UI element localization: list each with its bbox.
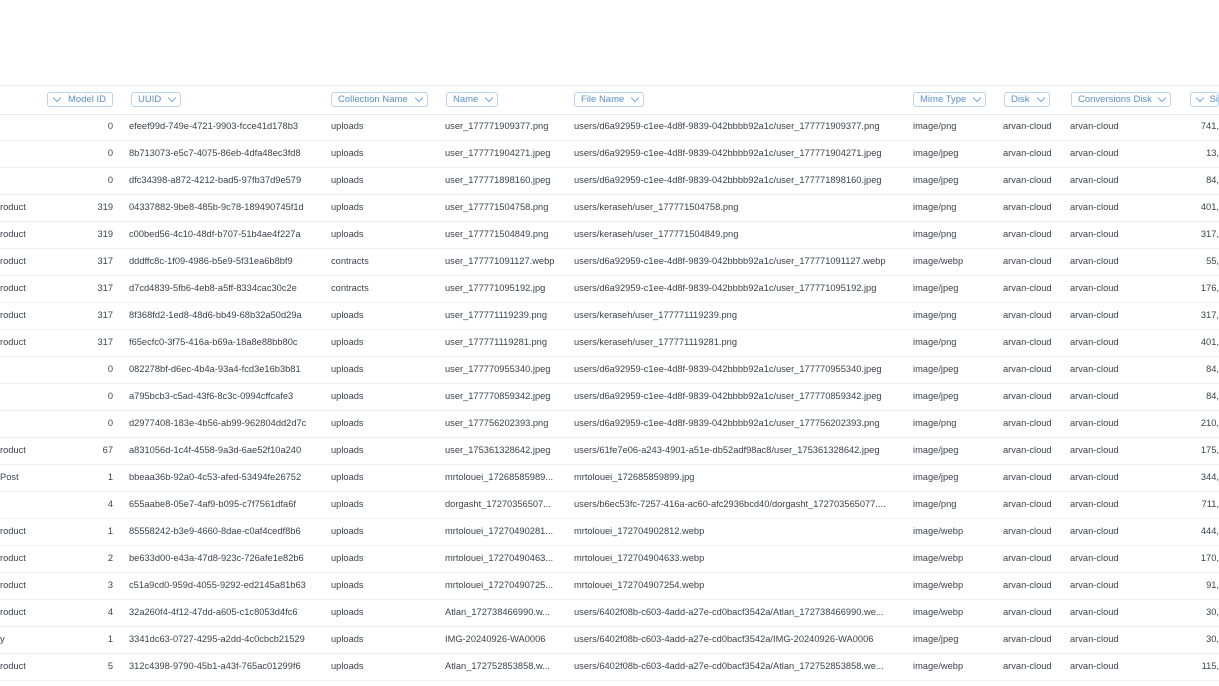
collection-cell: uploads: [331, 202, 364, 212]
table-row[interactable]: [0, 653, 1219, 681]
table-row[interactable]: [0, 167, 1219, 195]
column-header-conversions-disk[interactable]: [1071, 92, 1171, 107]
column-header-collection-name[interactable]: [331, 92, 428, 107]
table-row[interactable]: [0, 302, 1219, 330]
name-cell: mrtolouei_17270490463...: [445, 553, 554, 563]
column-header-file-name[interactable]: [574, 92, 644, 107]
table-row[interactable]: [0, 626, 1219, 654]
file-name-cell: users/keraseh/user_177771504849.png: [574, 229, 739, 239]
uuid-cell: a831056d-1c4f-4558-9a3d-6ae52f10a240: [129, 445, 302, 455]
name-cell: user_177771898160.jpeg: [445, 175, 551, 185]
name-cell: dorgasht_17270356507...: [445, 499, 551, 509]
collection-cell: uploads: [331, 634, 364, 644]
table-row[interactable]: [0, 410, 1219, 438]
name-cell: user_177771119281.png: [445, 337, 548, 347]
uuid-cell: 312c4398-9790-45b1-a43f-765ac01299f6: [129, 661, 301, 671]
name-cell: user_175361328642.jpeg: [445, 445, 551, 455]
disk-cell: arvan-cloud: [1003, 526, 1052, 536]
file-name-cell: users/6402f08b-c603-4add-a27e-cd0bacf3542a/IMG-20240926-WA0006: [574, 634, 874, 644]
name-cell: user_177771504849.png: [445, 229, 549, 239]
column-label: Collection Name: [338, 94, 408, 105]
column-label: Conversions Disk: [1078, 94, 1152, 105]
column-label: Mime Type: [920, 94, 967, 105]
name-cell: user_177756202393.png: [445, 418, 549, 428]
model-id-cell: 3: [107, 580, 113, 590]
table-row[interactable]: [0, 329, 1219, 357]
size-cell: 13,: [1206, 148, 1219, 158]
table-row[interactable]: [0, 545, 1219, 573]
mime-type-cell: image/png: [913, 310, 957, 320]
conversions-disk-cell: arvan-cloud: [1070, 526, 1119, 536]
column-label: Model ID: [67, 94, 106, 105]
file-name-cell: users/d6a92959-c1ee-4d8f-9839-042bbbb92a1c/user_177771909377.png: [574, 121, 880, 131]
conversions-disk-cell: arvan-cloud: [1070, 256, 1119, 266]
disk-cell: arvan-cloud: [1003, 391, 1052, 401]
collection-cell: uploads: [331, 553, 364, 563]
model-type-cell: roduct: [0, 229, 26, 239]
model-id-cell: 0: [107, 418, 113, 428]
disk-cell: arvan-cloud: [1003, 364, 1052, 374]
disk-cell: arvan-cloud: [1003, 661, 1052, 671]
uuid-cell: 3341dc63-0727-4295-a2dd-4c0cbcb21529: [129, 634, 305, 644]
collection-cell: uploads: [331, 148, 364, 158]
column-label: File Name: [581, 94, 625, 105]
collection-cell: uploads: [331, 229, 364, 239]
collection-cell: uploads: [331, 121, 364, 131]
model-id-cell: 2: [107, 553, 113, 563]
mime-type-cell: image/png: [913, 121, 957, 131]
table-row[interactable]: [0, 275, 1219, 303]
conversions-disk-cell: arvan-cloud: [1070, 121, 1119, 131]
uuid-cell: d2977408-183e-4b56-ab99-962804dd2d7c: [129, 418, 307, 428]
conversions-disk-cell: arvan-cloud: [1070, 229, 1119, 239]
name-cell: user_177770859342.jpeg: [445, 391, 551, 401]
size-cell: 84,: [1206, 364, 1219, 374]
size-cell: 317,: [1200, 229, 1219, 239]
model-id-cell: 0: [107, 121, 113, 131]
top-toolbar-area: [0, 0, 1219, 85]
mime-type-cell: image/jpeg: [913, 364, 959, 374]
chevron-down-icon: [973, 94, 981, 102]
table-header: [0, 85, 1219, 115]
name-cell: mrtolouei_17270490281...: [445, 526, 554, 536]
size-cell: 30,: [1206, 607, 1219, 617]
mime-type-cell: image/webp: [913, 607, 964, 617]
column-label: UUID: [138, 94, 162, 105]
name-cell: user_177771904271.jpeg: [445, 148, 551, 158]
table-row[interactable]: [0, 599, 1219, 627]
uuid-cell: 082278bf-d6ec-4b4a-93a4-fcd3e16b3b81: [129, 364, 301, 374]
name-cell: Atlan_172738466990.w...: [445, 607, 550, 617]
file-name-cell: users/6402f08b-c603-4add-a27e-cd0bacf3542a/Atlan_172738466990.we...: [574, 607, 884, 617]
table-row[interactable]: [0, 140, 1219, 168]
table-row[interactable]: [0, 194, 1219, 222]
model-type-cell: Post: [0, 472, 19, 482]
table-row[interactable]: [0, 221, 1219, 249]
chevron-down-icon: [168, 94, 176, 102]
disk-cell: arvan-cloud: [1003, 634, 1052, 644]
file-name-cell: users/61fe7e06-a243-4901-a51e-db52adf98ac8/user_175361328642.jpeg: [574, 445, 880, 455]
chevron-down-icon: [415, 94, 423, 102]
mime-type-cell: image/webp: [913, 256, 964, 266]
file-name-cell: users/d6a92959-c1ee-4d8f-9839-042bbbb92a1c/user_177770955340.jpeg: [574, 364, 882, 374]
model-id-cell: 5: [107, 661, 113, 671]
file-name-cell: users/d6a92959-c1ee-4d8f-9839-042bbbb92a1c/user_177771091127.webp: [574, 256, 886, 266]
uuid-cell: 8f368fd2-1ed8-48d6-bb49-68b32a50d29a: [129, 310, 302, 320]
column-label: Name: [453, 94, 479, 105]
conversions-disk-cell: arvan-cloud: [1070, 148, 1119, 158]
file-name-cell: mrtolouei_172704907254.webp: [574, 580, 705, 590]
size-cell: 317,: [1200, 310, 1219, 320]
disk-cell: arvan-cloud: [1003, 202, 1052, 212]
model-type-cell: roduct: [0, 283, 26, 293]
model-type-cell: [0, 167, 40, 194]
uuid-cell: be633d00-e43a-47d8-923c-726afe1e82b6: [129, 553, 304, 563]
uuid-cell: a795bcb3-c5ad-43f6-8c3c-0994cffcafe3: [129, 391, 294, 401]
collection-cell: uploads: [331, 580, 364, 590]
conversions-disk-cell: arvan-cloud: [1070, 553, 1119, 563]
disk-cell: arvan-cloud: [1003, 337, 1052, 347]
conversions-disk-cell: arvan-cloud: [1070, 175, 1119, 185]
model-type-cell: [0, 491, 40, 518]
file-name-cell: users/6402f08b-c603-4add-a27e-cd0bacf3542a/Atlan_172752853858.we...: [574, 661, 884, 671]
model-id-cell: 1: [107, 526, 113, 536]
uuid-cell: 8b713073-e5c7-4075-86eb-4dfa48ec3fd8: [129, 148, 301, 158]
column-label: Si: [1209, 94, 1218, 105]
model-id-cell: 4: [107, 607, 113, 617]
disk-cell: arvan-cloud: [1003, 553, 1052, 563]
conversions-disk-cell: arvan-cloud: [1070, 580, 1119, 590]
mime-type-cell: image/png: [913, 337, 957, 347]
conversions-disk-cell: arvan-cloud: [1070, 472, 1119, 482]
size-cell: 741,: [1200, 121, 1219, 131]
name-cell: user_177771095192.jpg: [445, 283, 546, 293]
chevron-down-icon: [1196, 94, 1204, 102]
uuid-cell: c51a9cd0-959d-4055-9292-ed2145a81b63: [129, 580, 306, 590]
name-cell: Atlan_172752853858.w...: [445, 661, 550, 671]
mime-type-cell: image/webp: [913, 580, 964, 590]
mime-type-cell: image/png: [913, 418, 957, 428]
model-type-cell: [0, 113, 40, 140]
mime-type-cell: image/jpeg: [913, 148, 959, 158]
size-cell: 401,: [1200, 337, 1219, 347]
size-cell: 115,: [1201, 661, 1219, 671]
collection-cell: uploads: [331, 391, 364, 401]
model-id-cell: 1: [107, 472, 113, 482]
size-cell: 401,: [1200, 202, 1219, 212]
model-type-cell: roduct: [0, 580, 26, 590]
uuid-cell: c00bed56-4c10-48df-b707-51b4ae4f227a: [129, 229, 301, 239]
disk-cell: arvan-cloud: [1003, 472, 1052, 482]
collection-cell: uploads: [331, 310, 364, 320]
name-cell: mrtolouei_17268585989...: [445, 472, 554, 482]
disk-cell: arvan-cloud: [1003, 499, 1052, 509]
model-id-cell: 317: [97, 310, 113, 320]
model-type-cell: roduct: [0, 310, 26, 320]
name-cell: user_177771504758.png: [445, 202, 549, 212]
model-id-cell: 317: [97, 256, 113, 266]
size-cell: 344,: [1200, 472, 1219, 482]
table-row[interactable]: [0, 437, 1219, 465]
disk-cell: arvan-cloud: [1003, 580, 1052, 590]
mime-type-cell: image/jpeg: [913, 634, 959, 644]
uuid-cell: 85558242-b3e9-4660-8dae-c0af4cedf8b6: [129, 526, 301, 536]
model-type-cell: [0, 410, 40, 437]
size-cell: 30,: [1206, 634, 1219, 644]
collection-cell: contracts: [331, 283, 369, 293]
collection-cell: uploads: [331, 175, 364, 185]
collection-cell: uploads: [331, 661, 364, 671]
uuid-cell: dddffc8c-1f09-4986-b5e9-5f31ea6b8bf9: [129, 256, 293, 266]
mime-type-cell: image/png: [913, 229, 957, 239]
mime-type-cell: image/jpeg: [913, 472, 959, 482]
model-type-cell: roduct: [0, 526, 26, 536]
file-name-cell: users/keraseh/user_177771119281.png: [574, 337, 737, 347]
model-type-cell: roduct: [0, 256, 26, 266]
table-row[interactable]: [0, 464, 1219, 492]
name-cell: user_177771909377.png: [445, 121, 549, 131]
model-id-cell: 4: [107, 499, 113, 509]
collection-cell: uploads: [331, 472, 364, 482]
file-name-cell: users/d6a92959-c1ee-4d8f-9839-042bbbb92a1c/user_177771095192.jpg: [574, 283, 877, 293]
table-row[interactable]: [0, 491, 1219, 519]
uuid-cell: f65ecfc0-3f75-416a-b69a-18a8e88bb80c: [129, 337, 298, 347]
size-cell: 176,: [1200, 283, 1219, 293]
collection-cell: uploads: [331, 337, 364, 347]
file-name-cell: mrtolouei_172704902812.webp: [574, 526, 705, 536]
size-cell: 170,: [1200, 553, 1219, 563]
model-id-cell: 0: [107, 148, 113, 158]
disk-cell: arvan-cloud: [1003, 148, 1052, 158]
name-cell: mrtolouei_17270490725...: [445, 580, 554, 590]
file-name-cell: mrtolouei_172704904633.webp: [574, 553, 705, 563]
file-name-cell: users/keraseh/user_177771119239.png: [574, 310, 737, 320]
table-row[interactable]: [0, 518, 1219, 546]
uuid-cell: bbeaa36b-92a0-4c53-afed-53494fe26752: [129, 472, 302, 482]
model-type-cell: roduct: [0, 337, 26, 347]
model-id-cell: 317: [97, 337, 113, 347]
uuid-cell: 655aabe8-05e7-4af9-b095-c7f7561dfa6f: [129, 499, 296, 509]
collection-cell: uploads: [331, 445, 364, 455]
table-row[interactable]: [0, 248, 1219, 276]
file-name-cell: users/keraseh/user_177771504758.png: [574, 202, 739, 212]
disk-cell: arvan-cloud: [1003, 310, 1052, 320]
conversions-disk-cell: arvan-cloud: [1070, 499, 1119, 509]
uuid-cell: 04337882-9be8-485b-9c78-189490745f1d: [129, 202, 304, 212]
size-cell: 91,: [1206, 580, 1219, 590]
collection-cell: uploads: [331, 418, 364, 428]
table-row[interactable]: [0, 572, 1219, 600]
model-id-cell: 1: [107, 634, 113, 644]
disk-cell: arvan-cloud: [1003, 418, 1052, 428]
column-header-disk[interactable]: [1004, 92, 1050, 107]
model-id-cell: 0: [107, 364, 113, 374]
collection-cell: contracts: [331, 256, 369, 266]
file-name-cell: users/d6a92959-c1ee-4d8f-9839-042bbbb92a1c/user_177771898160.jpeg: [574, 175, 882, 185]
chevron-down-icon: [1158, 94, 1166, 102]
column-label: Disk: [1011, 94, 1030, 105]
collection-cell: uploads: [331, 364, 364, 374]
uuid-cell: dfc34398-a872-4212-bad5-97fb37d9e579: [129, 175, 302, 185]
mime-type-cell: image/jpeg: [913, 445, 959, 455]
conversions-disk-cell: arvan-cloud: [1070, 607, 1119, 617]
column-header-name[interactable]: [446, 92, 498, 107]
conversions-disk-cell: arvan-cloud: [1070, 418, 1119, 428]
model-id-cell: 319: [97, 202, 113, 212]
mime-type-cell: image/png: [913, 499, 957, 509]
disk-cell: arvan-cloud: [1003, 121, 1052, 131]
model-id-cell: 319: [97, 229, 113, 239]
mime-type-cell: image/png: [913, 202, 957, 212]
size-cell: 711,: [1201, 499, 1219, 509]
disk-cell: arvan-cloud: [1003, 607, 1052, 617]
table-row[interactable]: [0, 356, 1219, 384]
model-type-cell: roduct: [0, 607, 26, 617]
conversions-disk-cell: arvan-cloud: [1070, 202, 1119, 212]
name-cell: user_177770955340.jpeg: [445, 364, 551, 374]
file-name-cell: mrtolouei_172685859899.jpg: [574, 472, 695, 482]
disk-cell: arvan-cloud: [1003, 283, 1052, 293]
mime-type-cell: image/jpeg: [913, 175, 959, 185]
chevron-down-icon: [485, 94, 493, 102]
mime-type-cell: image/jpeg: [913, 391, 959, 401]
model-type-cell: [0, 356, 40, 383]
disk-cell: arvan-cloud: [1003, 175, 1052, 185]
mime-type-cell: image/jpeg: [913, 283, 959, 293]
model-type-cell: [0, 383, 40, 410]
conversions-disk-cell: arvan-cloud: [1070, 445, 1119, 455]
size-cell: 84,: [1206, 175, 1219, 185]
file-name-cell: users/b6ec53fc-7257-416a-ac60-afc2936bcd40/dorgasht_172703565077....: [574, 499, 886, 509]
mime-type-cell: image/webp: [913, 661, 964, 671]
model-type-cell: roduct: [0, 661, 26, 671]
size-cell: 444,: [1200, 526, 1219, 536]
file-name-cell: users/d6a92959-c1ee-4d8f-9839-042bbbb92a1c/user_177756202393.png: [574, 418, 880, 428]
model-type-cell: roduct: [0, 553, 26, 563]
media-table: [0, 85, 1219, 686]
uuid-cell: d7cd4839-5fb6-4eb8-a5ff-8334cac30c2e: [129, 283, 297, 293]
name-cell: user_177771119239.png: [445, 310, 548, 320]
size-cell: 55,: [1206, 256, 1219, 266]
uuid-cell: efeef99d-749e-4721-9903-fcce41d178b3: [129, 121, 299, 131]
uuid-cell: 32a260f4-4f12-47dd-a605-c1c8053d4fc6: [129, 607, 298, 617]
conversions-disk-cell: arvan-cloud: [1070, 364, 1119, 374]
conversions-disk-cell: arvan-cloud: [1070, 337, 1119, 347]
column-header-mime-type[interactable]: [913, 92, 986, 107]
conversions-disk-cell: arvan-cloud: [1070, 310, 1119, 320]
size-cell: 175,: [1200, 445, 1219, 455]
conversions-disk-cell: arvan-cloud: [1070, 634, 1119, 644]
model-type-cell: roduct: [0, 202, 26, 212]
model-type-cell: y: [0, 634, 5, 644]
conversions-disk-cell: arvan-cloud: [1070, 391, 1119, 401]
table-row[interactable]: [0, 383, 1219, 411]
chevron-down-icon: [631, 94, 639, 102]
file-name-cell: users/d6a92959-c1ee-4d8f-9839-042bbbb92a1c/user_177771904271.jpeg: [574, 148, 882, 158]
disk-cell: arvan-cloud: [1003, 445, 1052, 455]
table-row[interactable]: [0, 113, 1219, 141]
mime-type-cell: image/webp: [913, 553, 964, 563]
column-header-uuid[interactable]: [131, 92, 181, 107]
model-type-cell: [0, 140, 40, 167]
model-id-cell: 67: [102, 445, 113, 455]
collection-cell: uploads: [331, 499, 364, 509]
disk-cell: arvan-cloud: [1003, 256, 1052, 266]
model-id-cell: 0: [107, 175, 113, 185]
model-id-cell: 317: [97, 283, 113, 293]
collection-cell: uploads: [331, 526, 364, 536]
model-id-cell: 0: [107, 391, 113, 401]
column-header-model-id[interactable]: [47, 92, 113, 107]
size-cell: 84,: [1206, 391, 1219, 401]
name-cell: IMG-20240926-WA0006: [445, 634, 546, 644]
file-name-cell: users/d6a92959-c1ee-4d8f-9839-042bbbb92a1c/user_177770859342.jpeg: [574, 391, 882, 401]
name-cell: user_177771091127.webp: [445, 256, 555, 266]
conversions-disk-cell: arvan-cloud: [1070, 283, 1119, 293]
chevron-down-icon: [53, 94, 61, 102]
mime-type-cell: image/webp: [913, 526, 964, 536]
collection-cell: uploads: [331, 607, 364, 617]
conversions-disk-cell: arvan-cloud: [1070, 661, 1119, 671]
disk-cell: arvan-cloud: [1003, 229, 1052, 239]
column-header-size[interactable]: [1190, 92, 1219, 107]
size-cell: 210,: [1200, 418, 1219, 428]
model-type-cell: roduct: [0, 445, 26, 455]
chevron-down-icon: [1037, 94, 1045, 102]
